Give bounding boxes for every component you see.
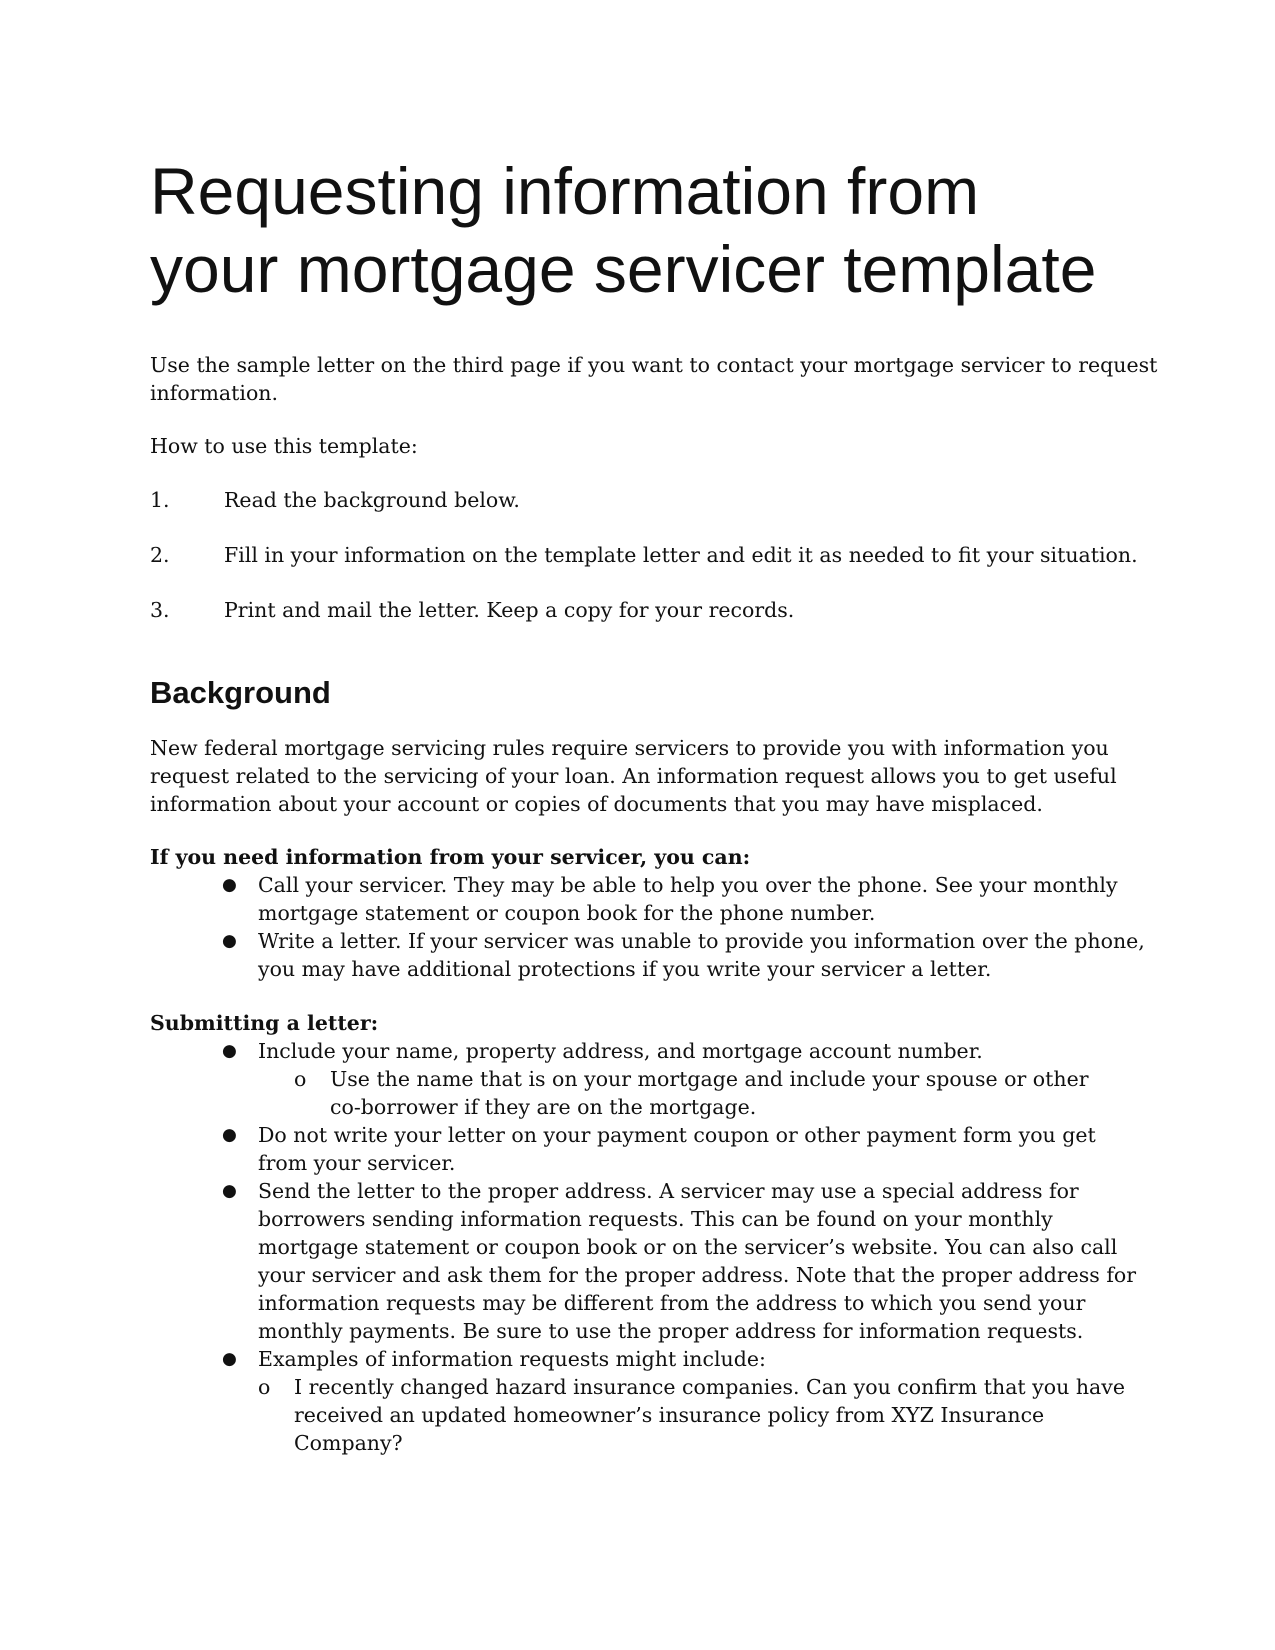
list-item-line: Include your name, property address, and mortgage account number. bbox=[258, 1039, 983, 1063]
title-line: your mortgage servicer template bbox=[150, 232, 1097, 306]
bullet-icon: ● bbox=[222, 875, 237, 895]
list-item-line: you may have additional protections if you write your servicer a letter. bbox=[258, 957, 992, 981]
sub-bullet-icon: o bbox=[258, 1375, 271, 1399]
title-line: Requesting information from bbox=[150, 154, 980, 228]
step-text: Read the background below. bbox=[224, 488, 520, 512]
list-item-text bbox=[258, 871, 1118, 927]
list-item-text bbox=[258, 1121, 1096, 1177]
list-item-line: Write a letter. If your servicer was unable to provide you information over the phone, bbox=[258, 929, 1145, 953]
list-item-text bbox=[258, 1177, 1136, 1345]
how-to-label: How to use this template: bbox=[150, 434, 418, 458]
intro-line: information. bbox=[150, 381, 279, 405]
list-item-line: mortgage statement or coupon book for the phone number. bbox=[258, 901, 876, 925]
step-text: Print and mail the letter. Keep a copy for your records. bbox=[224, 598, 795, 622]
list-item-line: from your servicer. bbox=[258, 1151, 456, 1175]
background-line: New federal mortgage servicing rules require servicers to provide you with information you bbox=[150, 736, 1109, 760]
list-item-line: received an updated homeowner’s insurance policy from XYZ Insurance bbox=[294, 1403, 1045, 1427]
list-item-line: information requests may be different from the address to which you send your bbox=[258, 1291, 1086, 1315]
list-item-line: Use the name that is on your mortgage and include your spouse or other bbox=[330, 1067, 1089, 1091]
intro-line: Use the sample letter on the third page if you want to contact your mortgage servicer to request bbox=[150, 353, 1158, 377]
step-number: 2. bbox=[150, 543, 170, 567]
list-item-line: borrowers sending information requests. This can be found on your monthly bbox=[258, 1207, 1053, 1231]
bullet-icon: ● bbox=[222, 1041, 237, 1061]
submitting-heading: Submitting a letter: bbox=[150, 1011, 379, 1035]
need-info-heading: If you need information from your servicer, you can: bbox=[150, 845, 751, 869]
bullet-icon: ● bbox=[222, 931, 237, 951]
list-item-line: Send the letter to the proper address. A servicer may use a special address for bbox=[258, 1179, 1079, 1203]
bullet-icon: ● bbox=[222, 1349, 237, 1369]
step-item bbox=[150, 541, 1150, 569]
list-item-text bbox=[330, 1065, 1089, 1121]
step-item bbox=[150, 596, 1150, 624]
list-item-line: Company? bbox=[294, 1431, 403, 1455]
step-number: 3. bbox=[150, 598, 170, 622]
sub-bullet-icon: o bbox=[294, 1067, 307, 1091]
list-item-line: Do not write your letter on your payment coupon or other payment form you get bbox=[258, 1123, 1096, 1147]
list-item-line: monthly payments. Be sure to use the proper address for information requests. bbox=[258, 1319, 1084, 1343]
list-item-text bbox=[258, 927, 1145, 983]
list-item-line: your servicer and ask them for the proper address. Note that the proper address for bbox=[258, 1263, 1137, 1287]
bullet-icon: ● bbox=[222, 1125, 237, 1145]
list-item-line: mortgage statement or coupon book or on the servicer’s website. You can also call bbox=[258, 1235, 1118, 1259]
list-item-text bbox=[258, 1345, 766, 1373]
list-item-line: co-borrower if they are on the mortgage. bbox=[330, 1095, 757, 1119]
list-item-text bbox=[294, 1373, 1125, 1457]
list-item-line: Call your servicer. They may be able to help you over the phone. See your monthly bbox=[258, 873, 1118, 897]
bullet-icon: ● bbox=[222, 1181, 237, 1201]
document-title bbox=[150, 152, 1200, 308]
list-item-line: I recently changed hazard insurance companies. Can you confirm that you have bbox=[294, 1375, 1125, 1399]
list-item-text bbox=[258, 1037, 983, 1065]
list-item-line: Examples of information requests might include: bbox=[258, 1347, 766, 1371]
background-line: request related to the servicing of your loan. An information request allows you to get useful bbox=[150, 764, 1117, 788]
intro-paragraph bbox=[150, 351, 1158, 407]
background-heading: Background bbox=[150, 675, 331, 710]
step-item bbox=[150, 486, 1150, 514]
step-text: Fill in your information on the template letter and edit it as needed to fit your situation. bbox=[224, 543, 1138, 567]
background-paragraph bbox=[150, 734, 1130, 818]
step-number: 1. bbox=[150, 488, 170, 512]
background-line: information about your account or copies of documents that you may have misplaced. bbox=[150, 792, 1043, 816]
